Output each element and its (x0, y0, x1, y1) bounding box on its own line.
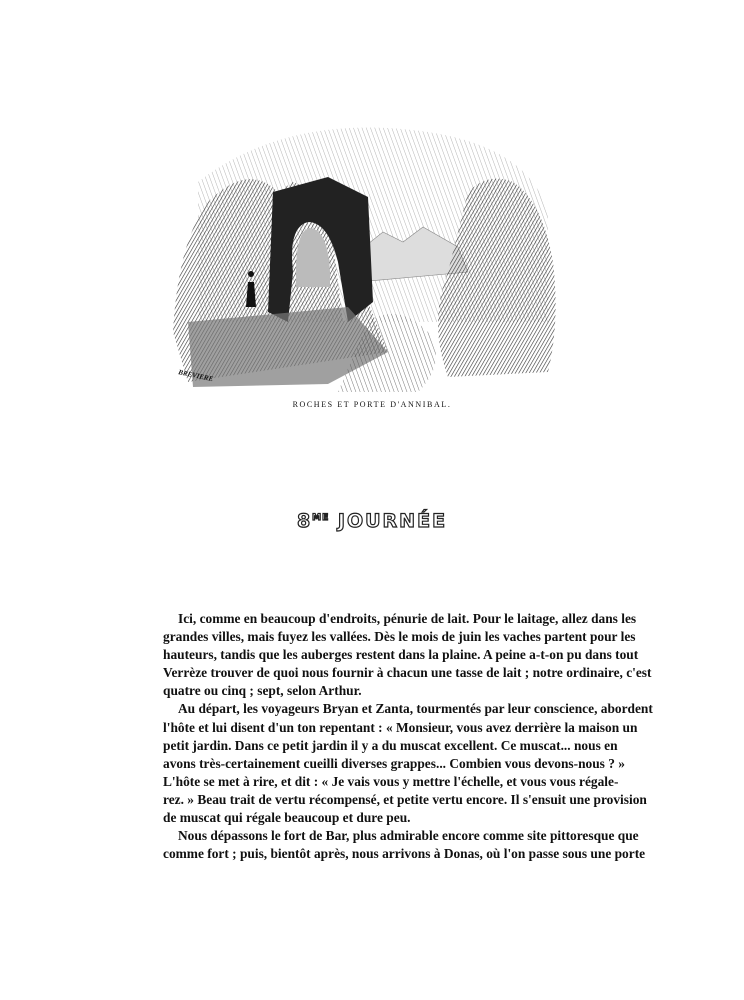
text-line: Au départ, les voyageurs Bryan et Zanta, tourmentés par leur conscience, abordent (178, 701, 653, 717)
chapter-number: 8 (296, 510, 313, 532)
text-line: L'hôte se met à rire, et dit : « Je vais vous y mettre l'échelle, et vous vous régale- (163, 773, 619, 789)
text-line: quatre ou cinq ; sept, selon Arthur. (163, 683, 362, 699)
body-text (163, 610, 653, 863)
chapter-title: JOURNÉE (337, 510, 448, 532)
text-line: grandes villes, mais fuyez les vallées. Dès le mois de juin les vaches partent pour les (163, 629, 636, 645)
chapter-number-suffix: ME (312, 513, 330, 523)
text-line: de muscat qui régale beaucoup et dure peu. (163, 810, 411, 826)
text-line: Ici, comme en beaucoup d'endroits, pénurie de lait. Pour le laitage, allez dans les (178, 611, 637, 626)
text-line: rez. » Beau trait de vertu récompensé, et petite vertu encore. Il s'ensuit une provision (163, 791, 647, 807)
text-line: avons très-certainement cueilli diverses grappes... Combien vous devons-nous ? » (163, 755, 625, 771)
engraving-illustration (168, 122, 563, 397)
text-line: petit jardin. Dans ce petit jardin il y a du muscat excellent. Ce muscat... nous en (163, 737, 618, 753)
illustration-caption: ROCHES ET PORTE D'ANNIBAL. (292, 400, 452, 409)
text-line: hauteurs, tandis que les auberges restent dans la plaine. A peine a-t-on pu dans tout (163, 647, 639, 663)
text-line: Verrèze trouver de quoi nous fournir à chacun une tasse de lait ; notre ordinaire, c'est (163, 665, 652, 681)
engraver-signature: BREVIERE (177, 368, 214, 384)
text-line: Nous dépassons le fort de Bar, plus admirable encore comme site pittoresque que (178, 828, 639, 844)
text-line: l'hôte et lui disent d'un ton repentant : « Monsieur, vous avez derrière la maison un (163, 719, 638, 735)
chapter-heading (0, 510, 744, 532)
text-line: comme fort ; puis, bientôt après, nous arrivons à Donas, où l'on passe sous une porte (163, 846, 646, 862)
